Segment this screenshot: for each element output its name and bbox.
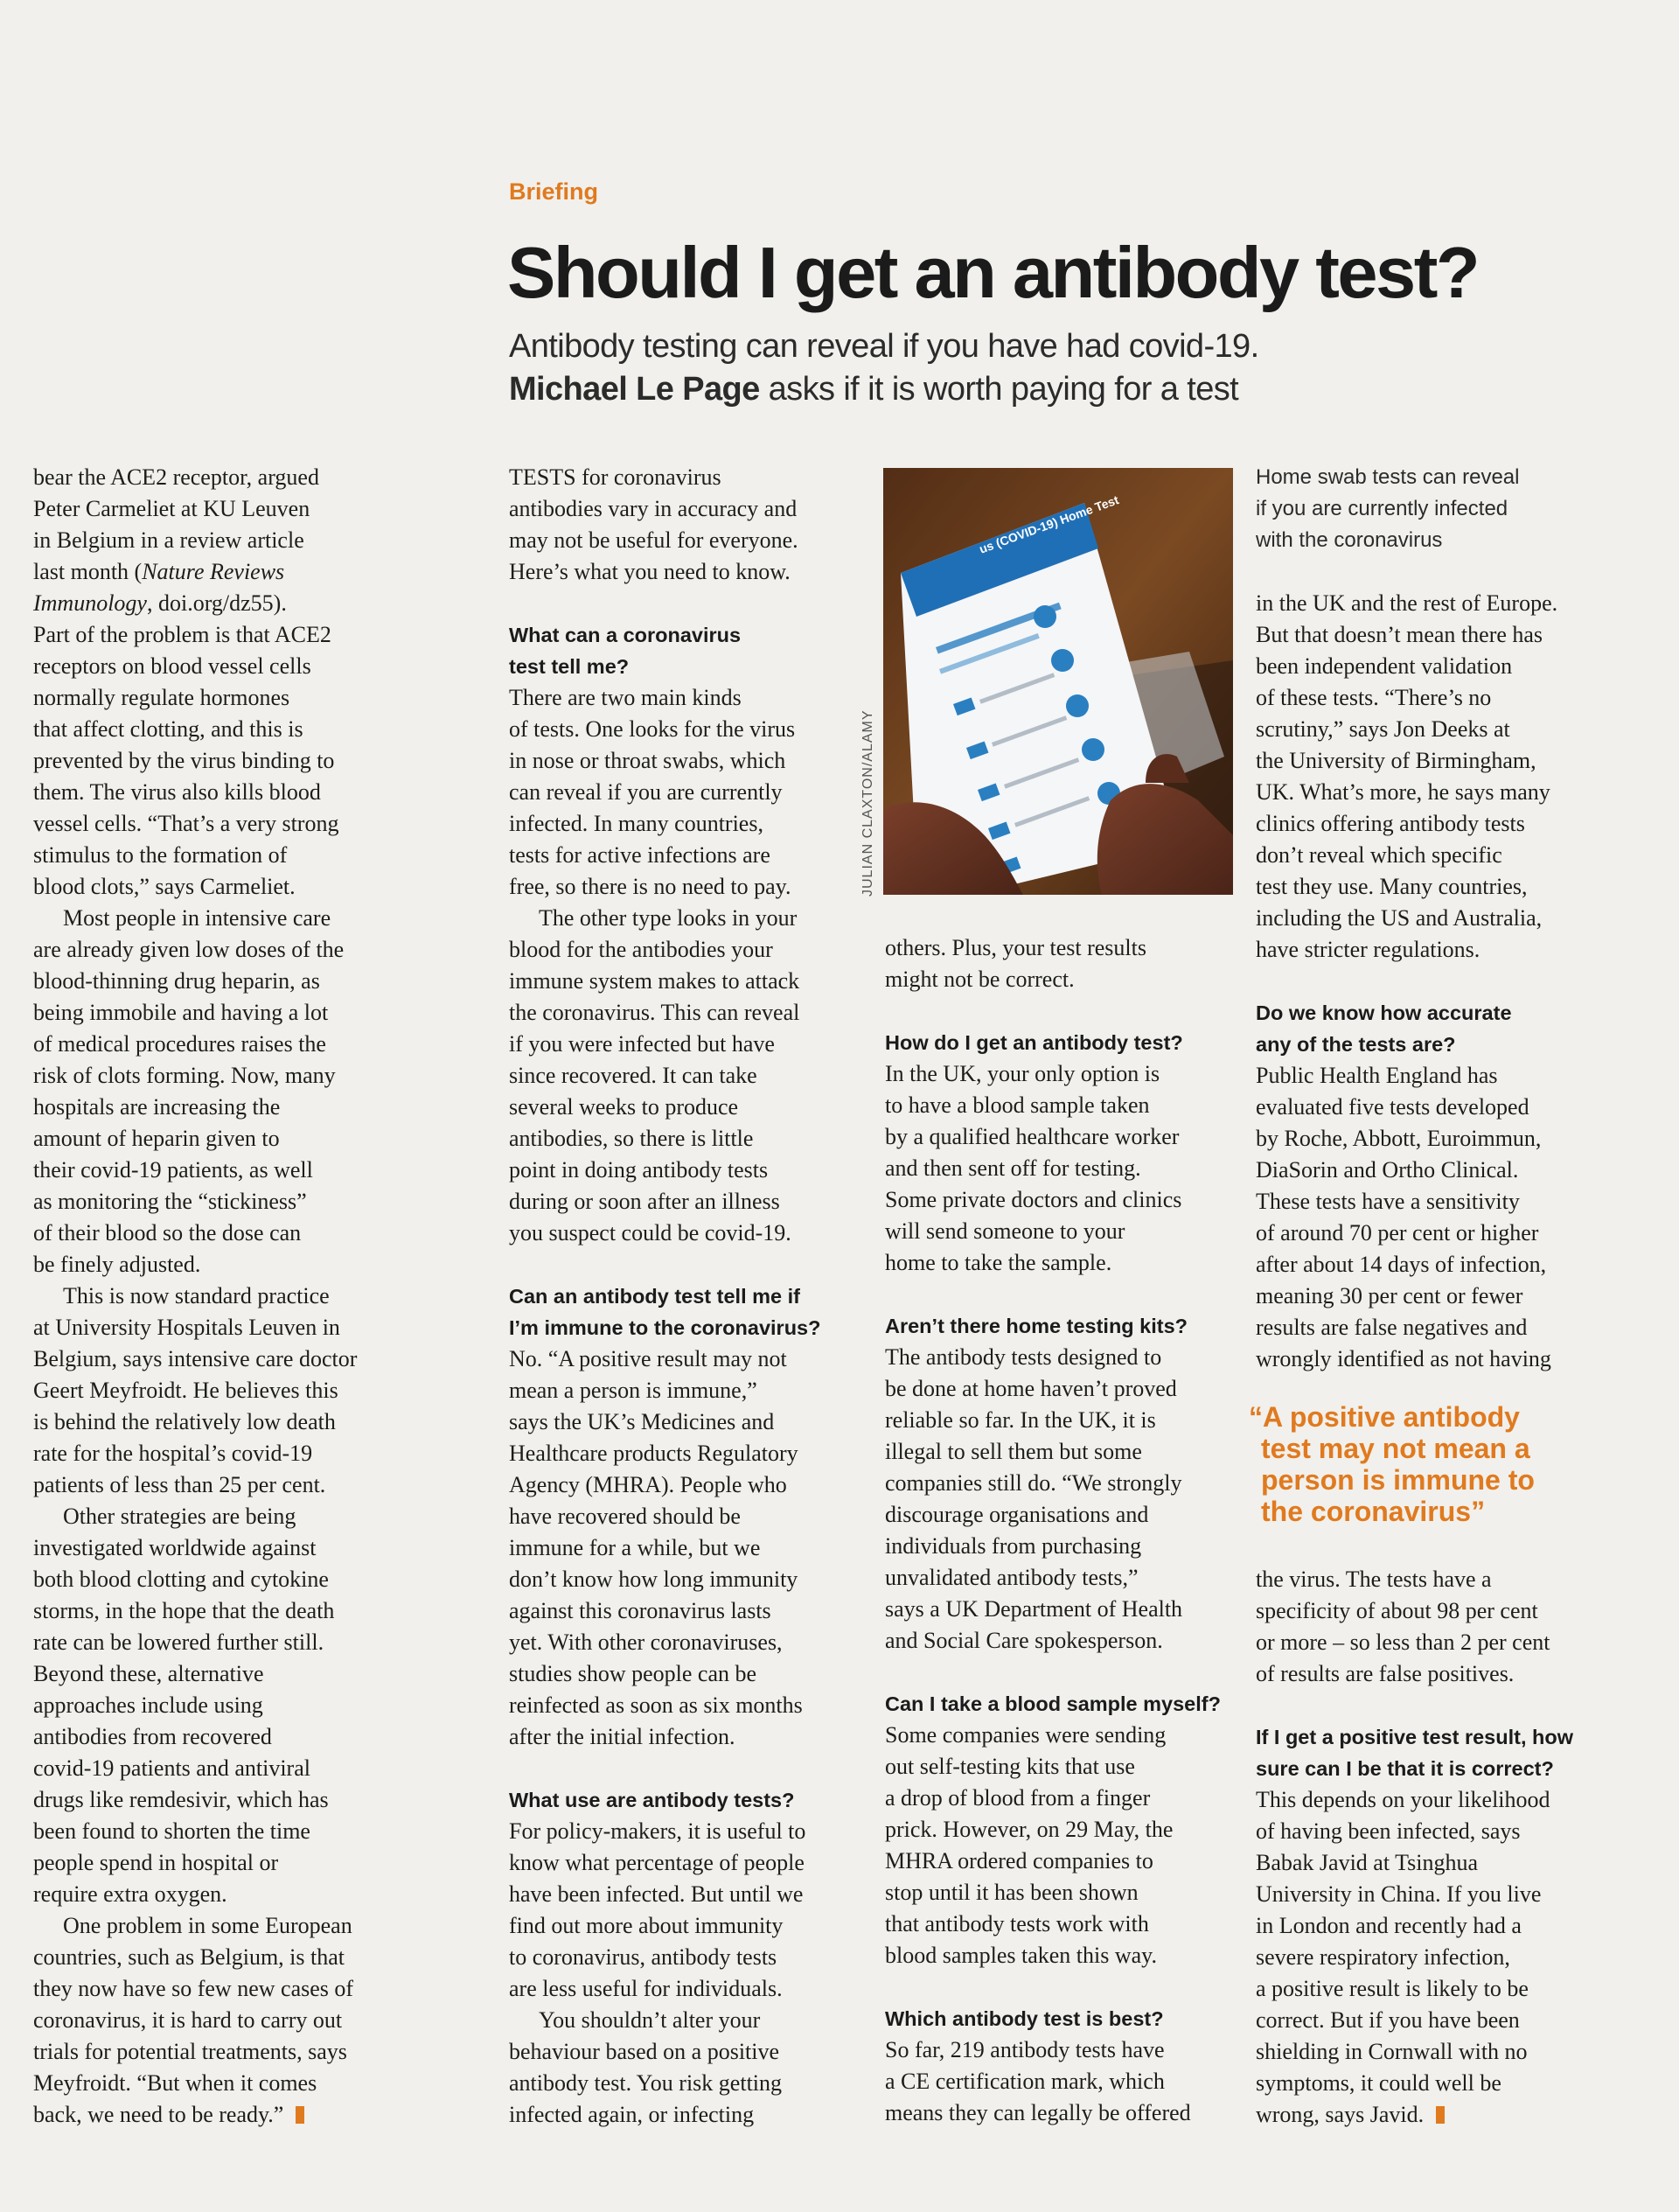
text-line: rate can be lowered further still. (33, 1629, 324, 1655)
text-line: For policy-makers, it is useful to (509, 1818, 806, 1844)
text-line: in London and recently had a (1256, 1913, 1522, 1938)
text-line: Geert Meyfroidt. He believes this (33, 1378, 338, 1403)
text-line: Some companies were sending (885, 1722, 1167, 1748)
text-line: clinics offering antibody tests (1256, 811, 1525, 836)
text-line: you suspect could be covid-19. (509, 1220, 791, 1246)
text-line: to coronavirus, antibody tests (509, 1944, 777, 1970)
text-line: Babak Javid at Tsinghua (1256, 1850, 1479, 1875)
author-name: Michael Le Page (509, 371, 760, 408)
text-line: meaning 30 per cent or fewer (1256, 1283, 1523, 1308)
text-line: infected again, or infecting (509, 2102, 755, 2127)
column-2 (509, 462, 876, 2131)
photo-caption (1256, 462, 1606, 556)
text-line: their covid-19 patients, as well (33, 1157, 313, 1183)
text-line: rate for the hospital’s covid-19 (33, 1441, 313, 1466)
standfirst (509, 325, 1471, 411)
text-line: Belgium, says intensive care doctor (33, 1346, 358, 1371)
text-line: Public Health England has (1256, 1063, 1498, 1088)
text-line (33, 556, 401, 588)
spacer (509, 1753, 876, 1784)
subheading: Can an antibody test tell me if (509, 1285, 800, 1308)
text-line: prevented by the virus binding to (33, 748, 335, 773)
text-line: behaviour based on a positive (509, 2039, 780, 2064)
text-line: Some private doctors and clinics (885, 1187, 1182, 1212)
text-line: coronavirus, it is hard to carry out (33, 2007, 343, 2033)
caption-line: if you are currently infected (1256, 497, 1508, 520)
text-line: and Social Care spokesperson. (885, 1628, 1163, 1653)
text-line: correct. But if you have been (1256, 2007, 1520, 2033)
text-line: don’t know how long immunity (509, 1567, 798, 1592)
text-line: home to take the sample. (885, 1250, 1112, 1275)
text-line: Most people in intensive care (63, 905, 331, 931)
spacer (885, 1657, 1252, 1688)
text-line: in Belgium in a review article (33, 527, 304, 553)
column-3 (885, 932, 1252, 2129)
text-line: during or soon after an illness (509, 1189, 780, 1214)
text-line: of around 70 per cent or higher (1256, 1220, 1539, 1246)
text-line: including the US and Australia, (1256, 905, 1543, 931)
text-line: the coronavirus. This can reveal (509, 1000, 800, 1025)
text-line: in the UK and the rest of Europe. (1256, 590, 1558, 616)
home-test-photo (883, 468, 1233, 895)
text-line: them. The virus also kills blood (33, 779, 321, 805)
text-line: antibody test. You risk getting (509, 2070, 783, 2096)
text-line: Here’s what you need to know. (509, 559, 791, 584)
text-line: wrongly identified as not having (1256, 1346, 1551, 1371)
text-line: Part of the problem is that ACE2 (33, 622, 331, 647)
text-line: covid-19 patients and antiviral (33, 1755, 310, 1781)
text-line: companies still do. “We strongly (885, 1470, 1182, 1496)
text-line: being immobile and having a lot (33, 1000, 329, 1025)
text-line: trials for potential treatments, says (33, 2039, 347, 2064)
pull-quote-line: “A positive antibody (1249, 1401, 1520, 1433)
text-line: Other strategies are being (63, 1504, 296, 1529)
text-line: You shouldn’t alter your (539, 2007, 761, 2033)
text-line: are already given low doses of the (33, 937, 345, 962)
text-line: But that doesn’t mean there has (1256, 622, 1543, 647)
text-line: blood samples taken this way. (885, 1943, 1157, 1968)
text-line: after about 14 days of infection, (1256, 1252, 1547, 1277)
subheading: Can I take a blood sample myself? (885, 1692, 1221, 1715)
text-line: that antibody tests work with (885, 1911, 1149, 1936)
text-line: These tests have a sensitivity (1256, 1189, 1520, 1214)
text-line: results are false negatives and (1256, 1315, 1528, 1340)
text-line: that affect clotting, and this is (33, 716, 303, 742)
text-line: free, so there is no need to pay. (509, 874, 791, 899)
text-line: stop until it has been shown (885, 1880, 1139, 1905)
text-line: several weeks to produce (509, 1094, 739, 1120)
text-line: of their blood so the dose can (33, 1220, 302, 1246)
pull-quote-line: the coronavirus” (1261, 1496, 1486, 1527)
text-line: been found to shorten the time (33, 1818, 310, 1844)
text-line: the virus. The tests have a (1256, 1567, 1492, 1592)
text-line: have recovered should be (509, 1504, 741, 1529)
text-line: bear the ACE2 receptor, argued (33, 464, 319, 490)
text-line: or more – so less than 2 per cent (1256, 1629, 1550, 1655)
text-line: studies show people can be (509, 1661, 757, 1686)
text-line: out self-testing kits that use (885, 1754, 1135, 1779)
text-line: approaches include using (33, 1692, 263, 1718)
text-line: hospitals are increasing the (33, 1094, 281, 1120)
subheading: What use are antibody tests? (509, 1789, 795, 1811)
spacer (1256, 1690, 1623, 1721)
text-line (33, 2099, 401, 2131)
text-line: antibodies, so there is little (509, 1126, 754, 1151)
text-line: unvalidated antibody tests,” (885, 1565, 1139, 1590)
caption-line: with the coronavirus (1256, 528, 1443, 552)
pull-quote-line: person is immune to (1261, 1464, 1535, 1496)
spacer (885, 1279, 1252, 1310)
column-4 (1256, 588, 1623, 2131)
text-line: blood for the antibodies your (509, 937, 773, 962)
text-line: symptoms, it could well be (1256, 2070, 1501, 2096)
text-line: of medical procedures raises the (33, 1031, 326, 1057)
standfirst-line-2 (509, 368, 1471, 411)
subheading: How do I get an antibody test? (885, 1031, 1183, 1054)
text-line: specificity of about 98 per cent (1256, 1598, 1538, 1623)
text-line: point in doing antibody tests (509, 1157, 769, 1183)
text-line: after the initial infection. (509, 1724, 735, 1749)
text-line: illegal to sell them but some (885, 1439, 1142, 1464)
text-line: at University Hospitals Leuven in (33, 1315, 340, 1340)
text-line: yet. With other coronaviruses, (509, 1629, 783, 1655)
text-line: might not be correct. (885, 966, 1075, 992)
text-line: reinfected as soon as six months (509, 1692, 803, 1718)
subheading: Do we know how accurate (1256, 1001, 1512, 1024)
text-line: shielding in Cornwall with no (1256, 2039, 1528, 2064)
text-line (33, 588, 401, 619)
text-line: have been infected. But until we (509, 1881, 804, 1907)
text-line: MHRA ordered companies to (885, 1848, 1153, 1874)
end-mark-icon (1436, 2106, 1445, 2124)
text-line: reliable so far. In the UK, it is (885, 1407, 1156, 1433)
text-line: There are two main kinds (509, 685, 742, 710)
text-line: and then sent off for testing. (885, 1155, 1141, 1181)
text-line: to have a blood sample taken (885, 1092, 1150, 1118)
text-line: means they can legally be offered (885, 2100, 1191, 2125)
text-line: don’t reveal which specific (1256, 842, 1502, 868)
text-line: will send someone to your (885, 1218, 1125, 1244)
text-line: Beyond these, alternative (33, 1661, 264, 1686)
spacer (885, 1971, 1252, 2003)
text-line: is behind the relatively low death (33, 1409, 336, 1434)
text-line: if you were infected but have (509, 1031, 775, 1057)
text-line: have stricter regulations. (1256, 937, 1480, 962)
text-line: discourage organisations and (885, 1502, 1149, 1527)
subheading: Aren’t there home testing kits? (885, 1315, 1188, 1337)
text-line: patients of less than 25 per cent. (33, 1472, 326, 1497)
text-line: by a qualified healthcare worker (885, 1124, 1180, 1149)
journal-title: Nature Reviews (142, 559, 285, 584)
text-span: back, we need to be ready.” (33, 2102, 284, 2127)
text-line: drugs like remdesivir, which has (33, 1787, 329, 1812)
text-line: as monitoring the “stickiness” (33, 1189, 307, 1214)
text-line: since recovered. It can take (509, 1063, 757, 1088)
text-line: The antibody tests designed to (885, 1344, 1162, 1370)
text-line: No. “A positive result may not (509, 1346, 787, 1371)
text-line: This depends on your likelihood (1256, 1787, 1550, 1812)
text-line: UK. What’s more, he says many (1256, 779, 1550, 805)
headline: Should I get an antibody test? (507, 232, 1479, 313)
text-line: against this coronavirus lasts (509, 1598, 771, 1623)
text-line: a positive result is likely to be (1256, 1976, 1529, 2001)
text-line: know what percentage of people (509, 1850, 805, 1875)
text-line: a CE certification mark, which (885, 2069, 1165, 2094)
subheading: sure can I be that it is correct? (1256, 1757, 1554, 1780)
text-line (1256, 2099, 1623, 2131)
text-line: by Roche, Abbott, Euroimmun, (1256, 1126, 1542, 1151)
text-line: been independent validation (1256, 653, 1513, 679)
subheading: Which antibody test is best? (885, 2007, 1164, 2030)
text-line: the University of Birmingham, (1256, 748, 1536, 773)
text-line: severe respiratory infection, (1256, 1944, 1510, 1970)
text-line: individuals from purchasing (885, 1533, 1142, 1559)
text-line: others. Plus, your test results (885, 935, 1146, 960)
text-line: says the UK’s Medicines and (509, 1409, 775, 1434)
text-line: normally regulate hormones (33, 685, 290, 710)
text-line: find out more about immunity (509, 1913, 784, 1938)
subheading: What can a coronavirus (509, 624, 742, 646)
text-line: test they use. Many countries, (1256, 874, 1528, 899)
end-mark-icon (296, 2106, 304, 2124)
text-line: receptors on blood vessel cells (33, 653, 311, 679)
spacer (509, 1249, 876, 1280)
photo-credit: JULIAN CLAXTON/ALAMY (860, 709, 875, 897)
spacer (885, 995, 1252, 1027)
text-line: infected. In many countries, (509, 811, 763, 836)
text-line: in nose or throat swabs, which (509, 748, 786, 773)
card-title: us (COVID-19) Home Test (977, 492, 1121, 556)
text-line: says a UK Department of Health (885, 1596, 1183, 1622)
column-1 (33, 462, 401, 2131)
subheading: If I get a positive test result, how (1256, 1726, 1574, 1748)
pull-quote-line: test may not mean a (1261, 1433, 1530, 1464)
text-line: vessel cells. “That’s a very strong (33, 811, 339, 836)
text-line: antibodies vary in accuracy and (509, 496, 798, 521)
spacer (1256, 966, 1623, 997)
subheading: test tell me? (509, 655, 630, 678)
text-line: University in China. If you live (1256, 1881, 1542, 1907)
standfirst-rest: asks if it is worth paying for a test (759, 371, 1239, 408)
text-line: The other type looks in your (539, 905, 798, 931)
text-line: Meyfroidt. “But when it comes (33, 2070, 317, 2096)
pull-quote (1249, 1401, 1616, 1527)
text-line: of tests. One looks for the virus (509, 716, 796, 742)
text-line: can reveal if you are currently (509, 779, 783, 805)
photo-illustration (883, 468, 1233, 895)
journal-title: Immunology (33, 590, 147, 616)
text-line: are less useful for individuals. (509, 1976, 783, 2001)
text-line: DiaSorin and Ortho Clinical. (1256, 1157, 1519, 1183)
text-line: investigated worldwide against (33, 1535, 317, 1560)
text-line: mean a person is immune,” (509, 1378, 757, 1403)
text-span: wrong, says Javid. (1256, 2102, 1425, 2127)
text-line: Healthcare products Regulatory (509, 1441, 798, 1466)
text-line: may not be useful for everyone. (509, 527, 798, 553)
text-line: Peter Carmeliet at KU Leuven (33, 496, 310, 521)
text-line: of these tests. “There’s no (1256, 685, 1492, 710)
text-line: people spend in hospital or (33, 1850, 279, 1875)
text-line: both blood clotting and cytokine (33, 1567, 329, 1592)
text-span: last month ( (33, 559, 143, 584)
caption-line: Home swab tests can reveal (1256, 465, 1520, 489)
text-line: be done at home haven’t proved (885, 1376, 1177, 1401)
spacer (509, 588, 876, 619)
text-line: TESTS for coronavirus (509, 464, 721, 490)
text-line: In the UK, your only option is (885, 1061, 1160, 1086)
text-line: prick. However, on 29 May, the (885, 1817, 1174, 1842)
text-line: of having been infected, says (1256, 1818, 1521, 1844)
text-line: One problem in some European (63, 1913, 352, 1938)
text-line: This is now standard practice (63, 1283, 330, 1308)
text-line: So far, 219 antibody tests have (885, 2037, 1165, 2062)
text-span: , doi.org/dz55). (146, 590, 287, 616)
text-line: a drop of blood from a finger (885, 1785, 1151, 1811)
text-line: countries, such as Belgium, is that (33, 1944, 345, 1970)
text-line: blood clots,” says Carmeliet. (33, 874, 296, 899)
text-line: evaluated five tests developed (1256, 1094, 1529, 1120)
text-line: risk of clots forming. Now, many (33, 1063, 336, 1088)
text-line: be finely adjusted. (33, 1252, 201, 1277)
text-line: of results are false positives. (1256, 1661, 1515, 1686)
text-line: they now have so few new cases of (33, 1976, 354, 2001)
section-kicker: Briefing (509, 178, 599, 205)
text-line: require extra oxygen. (33, 1881, 227, 1907)
subheading: any of the tests are? (1256, 1033, 1456, 1056)
text-line: Agency (MHRA). People who (509, 1472, 787, 1497)
text-line: blood-thinning drug heparin, as (33, 968, 320, 994)
standfirst-line-1: Antibody testing can reveal if you have had covid-19. (509, 328, 1259, 365)
text-line: immune system makes to attack (509, 968, 800, 994)
text-line: tests for active infections are (509, 842, 770, 868)
text-line: scrutiny,” says Jon Deeks at (1256, 716, 1510, 742)
text-line: storms, in the hope that the death (33, 1598, 335, 1623)
text-line: amount of heparin given to (33, 1126, 280, 1151)
subheading: I’m immune to the coronavirus? (509, 1316, 821, 1339)
text-line: antibodies from recovered (33, 1724, 272, 1749)
text-line: immune for a while, but we (509, 1535, 761, 1560)
text-line: stimulus to the formation of (33, 842, 288, 868)
